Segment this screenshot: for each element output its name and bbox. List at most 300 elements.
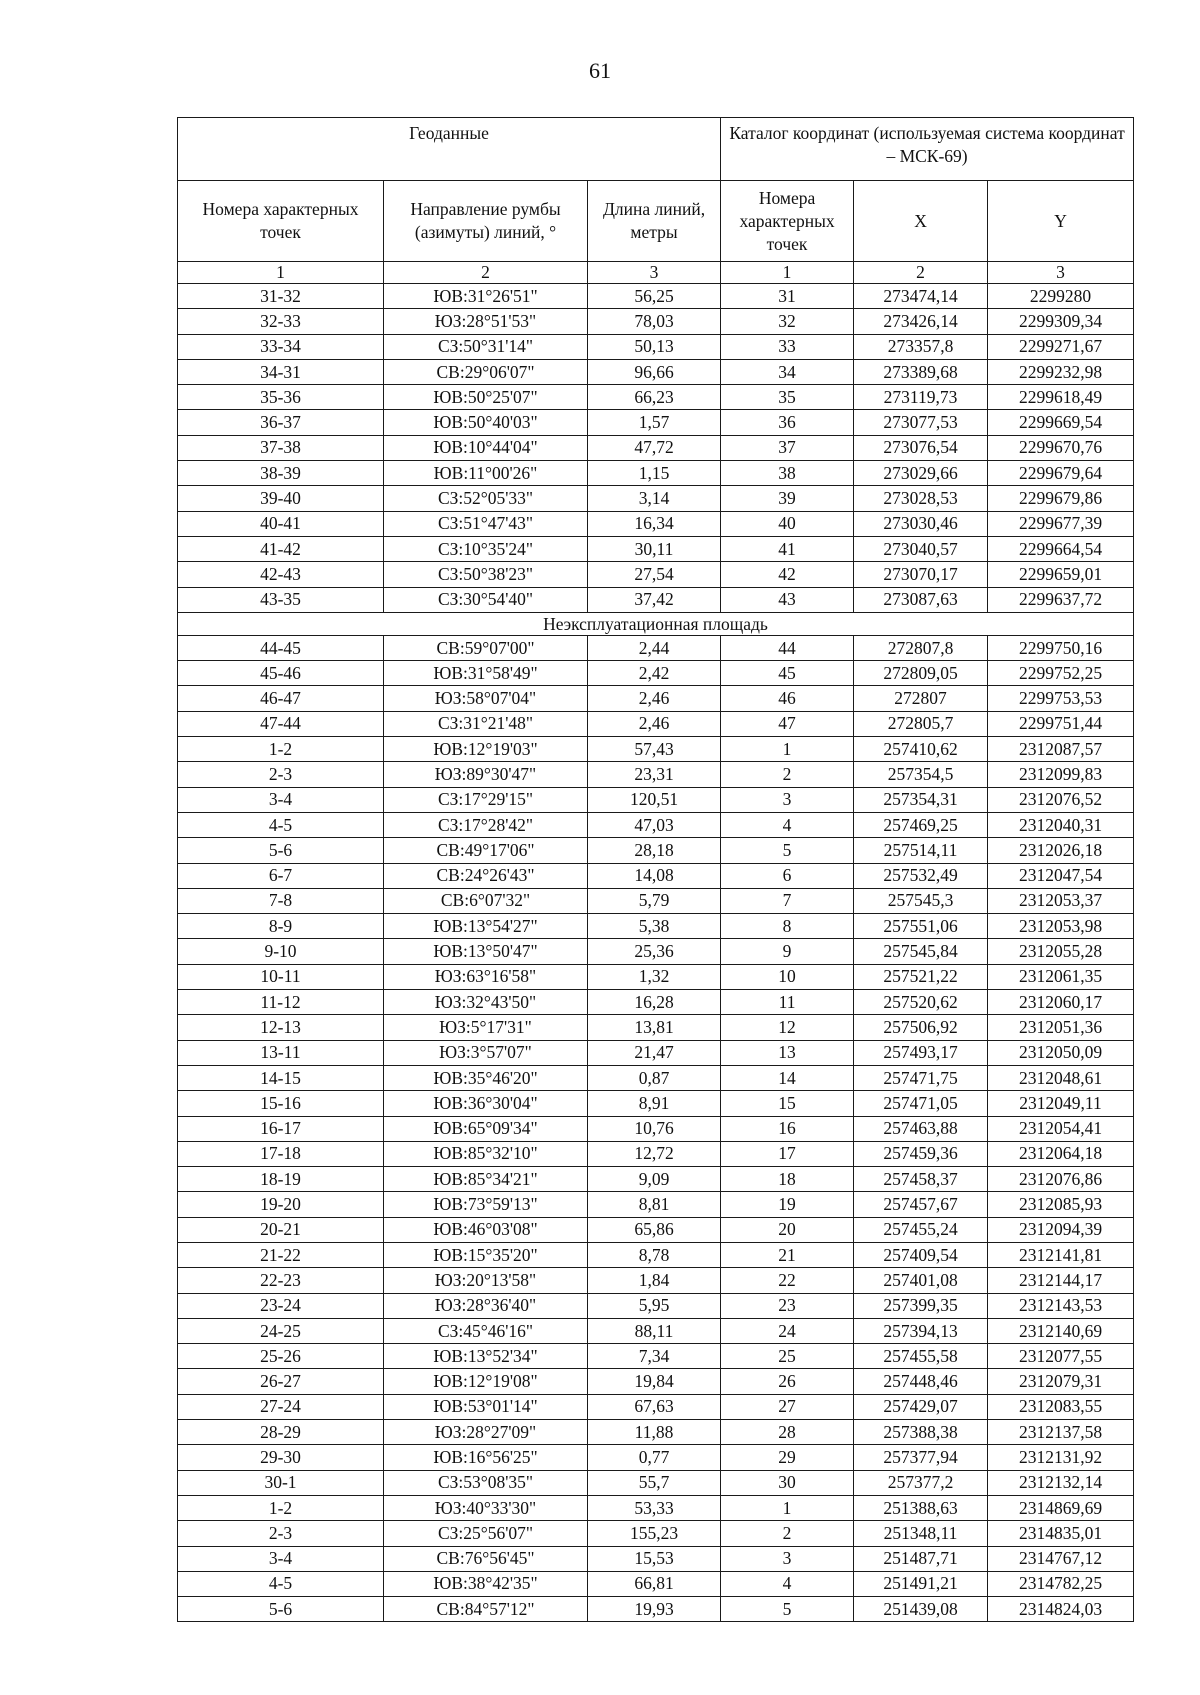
- cell-length: 57,43: [588, 737, 721, 762]
- cell-y: 2314767,12: [988, 1546, 1134, 1571]
- cell-point-number: 38: [721, 461, 854, 486]
- cell-length: 66,23: [588, 385, 721, 410]
- cell-point-number: 16: [721, 1116, 854, 1141]
- cell-point-number: 4: [721, 812, 854, 837]
- table-row: [178, 635, 1134, 660]
- cell-point-number: 31: [721, 284, 854, 309]
- table-row: [178, 1167, 1134, 1192]
- cell-length: 14,08: [588, 863, 721, 888]
- cell-point-number: 1: [721, 737, 854, 762]
- cell-length: 155,23: [588, 1521, 721, 1546]
- header-y: Y: [988, 181, 1134, 262]
- cell-x: 251388,63: [854, 1495, 988, 1520]
- cell-length: 19,84: [588, 1369, 721, 1394]
- cell-direction: СЗ:53°08'35": [384, 1470, 588, 1495]
- cell-point-number: 21: [721, 1242, 854, 1267]
- cell-point-number: 25: [721, 1344, 854, 1369]
- table-row: [178, 1141, 1134, 1166]
- cell-point-number: 28: [721, 1420, 854, 1445]
- cell-x: 257354,31: [854, 787, 988, 812]
- cell-point-number: 2: [721, 762, 854, 787]
- cell-point-number: 3: [721, 787, 854, 812]
- cell-point-number: 5: [721, 1597, 854, 1622]
- cell-length: 10,76: [588, 1116, 721, 1141]
- cell-direction: ЮВ:46°03'08": [384, 1217, 588, 1242]
- cell-segment: 32-33: [178, 309, 384, 334]
- header-length: Длина линий, метры: [588, 181, 721, 262]
- table-row: [178, 1268, 1134, 1293]
- cell-y: 2312143,53: [988, 1293, 1134, 1318]
- cell-length: 0,87: [588, 1065, 721, 1090]
- cell-point-number: 7: [721, 888, 854, 913]
- cell-x: 257354,5: [854, 762, 988, 787]
- cell-direction: ЮЗ:32°43'50": [384, 990, 588, 1015]
- cell-length: 8,91: [588, 1091, 721, 1116]
- cell-length: 66,81: [588, 1571, 721, 1596]
- cell-direction: ЮЗ:28°51'53": [384, 309, 588, 334]
- cell-segment: 22-23: [178, 1268, 384, 1293]
- cell-x: 257458,37: [854, 1167, 988, 1192]
- cell-length: 13,81: [588, 1015, 721, 1040]
- cell-point-number: 34: [721, 359, 854, 384]
- cell-length: 56,25: [588, 284, 721, 309]
- cell-segment: 18-19: [178, 1167, 384, 1192]
- column-number: 1: [178, 262, 384, 284]
- cell-direction: ЮВ:53°01'14": [384, 1394, 588, 1419]
- cell-y: 2299679,64: [988, 461, 1134, 486]
- cell-y: 2312140,69: [988, 1318, 1134, 1343]
- cell-x: 273070,17: [854, 562, 988, 587]
- cell-length: 12,72: [588, 1141, 721, 1166]
- cell-x: 257514,11: [854, 838, 988, 863]
- cell-point-number: 24: [721, 1318, 854, 1343]
- table-row: [178, 1242, 1134, 1267]
- cell-segment: 5-6: [178, 1597, 384, 1622]
- cell-y: 2314782,25: [988, 1571, 1134, 1596]
- coordinates-table: [177, 117, 1134, 1622]
- cell-segment: 45-46: [178, 661, 384, 686]
- column-number: 2: [384, 262, 588, 284]
- cell-x: 273389,68: [854, 359, 988, 384]
- header-row-groups: [178, 118, 1134, 181]
- cell-segment: 44-45: [178, 635, 384, 660]
- cell-segment: 43-35: [178, 587, 384, 612]
- cell-point-number: 12: [721, 1015, 854, 1040]
- cell-direction: СВ:6°07'32": [384, 888, 588, 913]
- table-row: [178, 787, 1134, 812]
- cell-segment: 1-2: [178, 737, 384, 762]
- table-row: [178, 410, 1134, 435]
- cell-length: 5,79: [588, 888, 721, 913]
- cell-segment: 6-7: [178, 863, 384, 888]
- cell-direction: ЮВ:10°44'04": [384, 435, 588, 460]
- cell-length: 65,86: [588, 1217, 721, 1242]
- cell-length: 5,95: [588, 1293, 721, 1318]
- cell-y: 2312079,31: [988, 1369, 1134, 1394]
- cell-x: 257448,46: [854, 1369, 988, 1394]
- cell-segment: 17-18: [178, 1141, 384, 1166]
- cell-direction: ЮВ:11°00'26": [384, 461, 588, 486]
- cell-length: 27,54: [588, 562, 721, 587]
- cell-x: 257409,54: [854, 1242, 988, 1267]
- cell-direction: ЮВ:50°25'07": [384, 385, 588, 410]
- cell-y: 2312051,36: [988, 1015, 1134, 1040]
- table-row: [178, 990, 1134, 1015]
- cell-direction: СЗ:51°47'43": [384, 511, 588, 536]
- cell-length: 5,38: [588, 914, 721, 939]
- cell-segment: 15-16: [178, 1091, 384, 1116]
- cell-x: 273357,8: [854, 334, 988, 359]
- cell-y: 2312085,93: [988, 1192, 1134, 1217]
- cell-point-number: 46: [721, 686, 854, 711]
- cell-segment: 29-30: [178, 1445, 384, 1470]
- cell-direction: ЮВ:73°59'13": [384, 1192, 588, 1217]
- table-row: [178, 435, 1134, 460]
- cell-y: 2312064,18: [988, 1141, 1134, 1166]
- cell-segment: 30-1: [178, 1470, 384, 1495]
- table-row: [178, 863, 1134, 888]
- cell-direction: ЮВ:12°19'08": [384, 1369, 588, 1394]
- cell-length: 8,78: [588, 1242, 721, 1267]
- cell-x: 273474,14: [854, 284, 988, 309]
- cell-point-number: 43: [721, 587, 854, 612]
- cell-point-number: 10: [721, 964, 854, 989]
- cell-length: 78,03: [588, 309, 721, 334]
- table-row: [178, 1344, 1134, 1369]
- cell-direction: ЮЗ:63°16'58": [384, 964, 588, 989]
- cell-direction: СВ:76°56'45": [384, 1546, 588, 1571]
- cell-y: 2299659,01: [988, 562, 1134, 587]
- cell-length: 15,53: [588, 1546, 721, 1571]
- table-row: [178, 1116, 1134, 1141]
- cell-length: 1,84: [588, 1268, 721, 1293]
- cell-point-number: 20: [721, 1217, 854, 1242]
- cell-y: 2312054,41: [988, 1116, 1134, 1141]
- cell-y: 2312049,11: [988, 1091, 1134, 1116]
- table-row: [178, 1318, 1134, 1343]
- table-row: [178, 1040, 1134, 1065]
- cell-direction: СЗ:50°38'23": [384, 562, 588, 587]
- table-row: [178, 359, 1134, 384]
- cell-direction: ЮВ:50°40'03": [384, 410, 588, 435]
- cell-direction: СЗ:10°35'24": [384, 536, 588, 561]
- cell-x: 273076,54: [854, 435, 988, 460]
- cell-y: 2299309,34: [988, 309, 1134, 334]
- cell-direction: СЗ:50°31'14": [384, 334, 588, 359]
- cell-length: 25,36: [588, 939, 721, 964]
- table-row: [178, 1065, 1134, 1090]
- cell-y: 2312083,55: [988, 1394, 1134, 1419]
- cell-segment: 2-3: [178, 762, 384, 787]
- table-row: [178, 711, 1134, 736]
- cell-y: 2299753,53: [988, 686, 1134, 711]
- cell-length: 11,88: [588, 1420, 721, 1445]
- cell-point-number: 37: [721, 435, 854, 460]
- cell-y: 2299664,54: [988, 536, 1134, 561]
- cell-segment: 7-8: [178, 888, 384, 913]
- cell-segment: 20-21: [178, 1217, 384, 1242]
- table-row: [178, 309, 1134, 334]
- header-point-no: Номера характерных точек: [721, 181, 854, 262]
- cell-y: 2312055,28: [988, 939, 1134, 964]
- cell-y: 2312087,57: [988, 737, 1134, 762]
- table-row: [178, 1546, 1134, 1571]
- cell-x: 257429,07: [854, 1394, 988, 1419]
- cell-segment: 23-24: [178, 1293, 384, 1318]
- cell-x: 273029,66: [854, 461, 988, 486]
- cell-segment: 27-24: [178, 1394, 384, 1419]
- cell-length: 3,14: [588, 486, 721, 511]
- cell-x: 257377,94: [854, 1445, 988, 1470]
- cell-x: 272807: [854, 686, 988, 711]
- cell-x: 257455,58: [854, 1344, 988, 1369]
- cell-segment: 4-5: [178, 812, 384, 837]
- table-row: [178, 1445, 1134, 1470]
- cell-segment: 3-4: [178, 787, 384, 812]
- cell-segment: 8-9: [178, 914, 384, 939]
- table-row: [178, 964, 1134, 989]
- cell-direction: ЮВ:36°30'04": [384, 1091, 588, 1116]
- cell-length: 1,15: [588, 461, 721, 486]
- header-points: Номера характерных точек: [178, 181, 384, 262]
- cell-x: 257463,88: [854, 1116, 988, 1141]
- cell-direction: СВ:24°26'43": [384, 863, 588, 888]
- cell-length: 50,13: [588, 334, 721, 359]
- cell-y: 2312060,17: [988, 990, 1134, 1015]
- cell-point-number: 47: [721, 711, 854, 736]
- cell-segment: 21-22: [178, 1242, 384, 1267]
- cell-y: 2299280: [988, 284, 1134, 309]
- cell-segment: 10-11: [178, 964, 384, 989]
- cell-length: 2,44: [588, 635, 721, 660]
- cell-x: 257410,62: [854, 737, 988, 762]
- table-row: [178, 1470, 1134, 1495]
- table-row: [178, 661, 1134, 686]
- cell-x: 257455,24: [854, 1217, 988, 1242]
- cell-direction: ЮВ:13°50'47": [384, 939, 588, 964]
- table-row: [178, 914, 1134, 939]
- cell-length: 0,77: [588, 1445, 721, 1470]
- cell-length: 30,11: [588, 536, 721, 561]
- cell-point-number: 9: [721, 939, 854, 964]
- cell-point-number: 3: [721, 1546, 854, 1571]
- cell-y: 2299669,54: [988, 410, 1134, 435]
- table-row: [178, 1521, 1134, 1546]
- cell-y: 2312099,83: [988, 762, 1134, 787]
- table-row: [178, 812, 1134, 837]
- cell-x: 257551,06: [854, 914, 988, 939]
- cell-direction: СВ:49°17'06": [384, 838, 588, 863]
- cell-y: 2312144,17: [988, 1268, 1134, 1293]
- cell-x: 257545,3: [854, 888, 988, 913]
- table-row: [178, 1571, 1134, 1596]
- cell-direction: ЮЗ:89°30'47": [384, 762, 588, 787]
- cell-x: 257457,67: [854, 1192, 988, 1217]
- cell-point-number: 33: [721, 334, 854, 359]
- page-number: 61: [589, 58, 611, 83]
- cell-length: 16,34: [588, 511, 721, 536]
- cell-direction: ЮЗ:40°33'30": [384, 1495, 588, 1520]
- cell-x: 272805,7: [854, 711, 988, 736]
- table-row: [178, 1394, 1134, 1419]
- cell-y: 2312053,98: [988, 914, 1134, 939]
- cell-point-number: 11: [721, 990, 854, 1015]
- cell-y: 2299751,44: [988, 711, 1134, 736]
- cell-direction: СЗ:52°05'33": [384, 486, 588, 511]
- cell-y: 2299618,49: [988, 385, 1134, 410]
- cell-length: 96,66: [588, 359, 721, 384]
- cell-point-number: 5: [721, 838, 854, 863]
- cell-segment: 39-40: [178, 486, 384, 511]
- cell-x: 257493,17: [854, 1040, 988, 1065]
- cell-y: 2312141,81: [988, 1242, 1134, 1267]
- column-number: 2: [854, 262, 988, 284]
- table-row: [178, 737, 1134, 762]
- cell-direction: СЗ:45°46'16": [384, 1318, 588, 1343]
- cell-point-number: 44: [721, 635, 854, 660]
- header-row-columns: [178, 181, 1134, 262]
- cell-x: 273077,53: [854, 410, 988, 435]
- cell-length: 19,93: [588, 1597, 721, 1622]
- cell-y: 2312077,55: [988, 1344, 1134, 1369]
- table-row: [178, 587, 1134, 612]
- cell-point-number: 40: [721, 511, 854, 536]
- column-number: 3: [988, 262, 1134, 284]
- cell-point-number: 6: [721, 863, 854, 888]
- cell-segment: 3-4: [178, 1546, 384, 1571]
- table-row: [178, 1293, 1134, 1318]
- table-row: [178, 1369, 1134, 1394]
- cell-direction: ЮЗ:28°36'40": [384, 1293, 588, 1318]
- table-row: [178, 1091, 1134, 1116]
- cell-length: 67,63: [588, 1394, 721, 1419]
- table-row: [178, 536, 1134, 561]
- cell-x: 257469,25: [854, 812, 988, 837]
- cell-y: 2312094,39: [988, 1217, 1134, 1242]
- cell-length: 7,34: [588, 1344, 721, 1369]
- cell-segment: 31-32: [178, 284, 384, 309]
- table-row: [178, 1420, 1134, 1445]
- cell-segment: 47-44: [178, 711, 384, 736]
- cell-y: 2312076,52: [988, 787, 1134, 812]
- cell-segment: 12-13: [178, 1015, 384, 1040]
- cell-x: 257471,05: [854, 1091, 988, 1116]
- cell-direction: ЮЗ:3°57'07": [384, 1040, 588, 1065]
- table-row: [178, 686, 1134, 711]
- cell-y: 2299752,25: [988, 661, 1134, 686]
- cell-segment: 5-6: [178, 838, 384, 863]
- table-row: [178, 762, 1134, 787]
- cell-point-number: 23: [721, 1293, 854, 1318]
- table-row: [178, 385, 1134, 410]
- header-x: X: [854, 181, 988, 262]
- cell-direction: ЮЗ:20°13'58": [384, 1268, 588, 1293]
- cell-point-number: 8: [721, 914, 854, 939]
- cell-x: 251491,21: [854, 1571, 988, 1596]
- cell-direction: СЗ:31°21'48": [384, 711, 588, 736]
- cell-point-number: 27: [721, 1394, 854, 1419]
- cell-direction: СВ:59°07'00": [384, 635, 588, 660]
- table-row: [178, 486, 1134, 511]
- cell-segment: 26-27: [178, 1369, 384, 1394]
- cell-length: 2,46: [588, 686, 721, 711]
- cell-direction: ЮЗ:58°07'04": [384, 686, 588, 711]
- cell-point-number: 30: [721, 1470, 854, 1495]
- cell-length: 53,33: [588, 1495, 721, 1520]
- cell-x: 257532,49: [854, 863, 988, 888]
- cell-point-number: 13: [721, 1040, 854, 1065]
- cell-y: 2312131,92: [988, 1445, 1134, 1470]
- cell-length: 55,7: [588, 1470, 721, 1495]
- cell-x: 257399,35: [854, 1293, 988, 1318]
- cell-direction: ЮВ:65°09'34": [384, 1116, 588, 1141]
- cell-point-number: 36: [721, 410, 854, 435]
- cell-segment: 16-17: [178, 1116, 384, 1141]
- table-row: [178, 1217, 1134, 1242]
- cell-segment: 46-47: [178, 686, 384, 711]
- cell-x: 257471,75: [854, 1065, 988, 1090]
- cell-y: 2299232,98: [988, 359, 1134, 384]
- cell-point-number: 14: [721, 1065, 854, 1090]
- cell-direction: ЮВ:31°26'51": [384, 284, 588, 309]
- cell-length: 120,51: [588, 787, 721, 812]
- cell-direction: СЗ:17°29'15": [384, 787, 588, 812]
- table-row: [178, 1495, 1134, 1520]
- cell-y: 2299670,76: [988, 435, 1134, 460]
- cell-length: 37,42: [588, 587, 721, 612]
- cell-length: 21,47: [588, 1040, 721, 1065]
- cell-x: 251487,71: [854, 1546, 988, 1571]
- cell-x: 257394,13: [854, 1318, 988, 1343]
- section-row: [178, 612, 1134, 635]
- cell-length: 28,18: [588, 838, 721, 863]
- table-row: [178, 284, 1134, 309]
- cell-y: 2312026,18: [988, 838, 1134, 863]
- cell-segment: 41-42: [178, 536, 384, 561]
- cell-x: 251439,08: [854, 1597, 988, 1622]
- cell-y: 2299271,67: [988, 334, 1134, 359]
- cell-y: 2312048,61: [988, 1065, 1134, 1090]
- cell-direction: ЮВ:12°19'03": [384, 737, 588, 762]
- cell-segment: 25-26: [178, 1344, 384, 1369]
- cell-direction: ЮЗ:5°17'31": [384, 1015, 588, 1040]
- table-row: [178, 1015, 1134, 1040]
- cell-y: 2299679,86: [988, 486, 1134, 511]
- cell-y: 2312040,31: [988, 812, 1134, 837]
- cell-segment: 19-20: [178, 1192, 384, 1217]
- cell-x: 273119,73: [854, 385, 988, 410]
- cell-x: 272809,05: [854, 661, 988, 686]
- cell-direction: ЮВ:13°54'27": [384, 914, 588, 939]
- cell-x: 257520,62: [854, 990, 988, 1015]
- cell-y: 2312076,86: [988, 1167, 1134, 1192]
- cell-length: 1,32: [588, 964, 721, 989]
- table-row: [178, 838, 1134, 863]
- cell-length: 16,28: [588, 990, 721, 1015]
- section-label: Неэксплуатационная площадь: [178, 612, 1134, 635]
- cell-y: 2312047,54: [988, 863, 1134, 888]
- cell-point-number: 2: [721, 1521, 854, 1546]
- cell-segment: 28-29: [178, 1420, 384, 1445]
- header-direction: Направление румбы (азимуты) линий, °: [384, 181, 588, 262]
- cell-point-number: 32: [721, 309, 854, 334]
- table-row: [178, 1597, 1134, 1622]
- cell-y: 2312050,09: [988, 1040, 1134, 1065]
- cell-point-number: 17: [721, 1141, 854, 1166]
- cell-point-number: 42: [721, 562, 854, 587]
- table-row: [178, 888, 1134, 913]
- cell-direction: ЮЗ:28°27'09": [384, 1420, 588, 1445]
